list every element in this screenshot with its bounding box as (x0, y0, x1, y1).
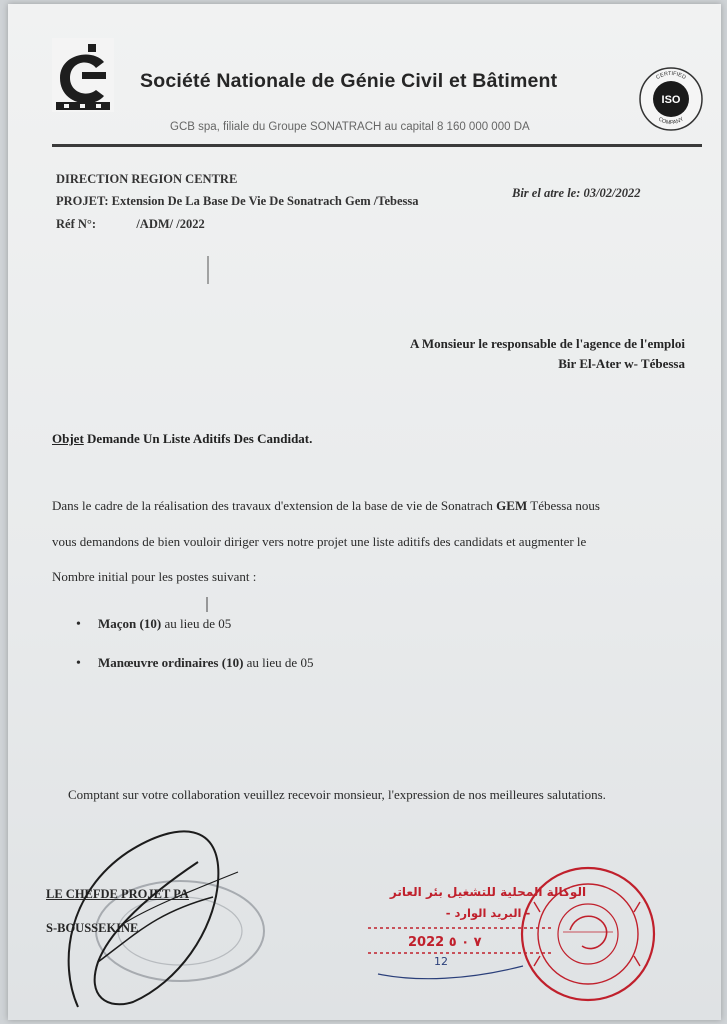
list-item-bold: Maçon (10) (98, 616, 162, 631)
signature-name: S-BOUSSEKINE (46, 921, 139, 935)
list-item (76, 616, 231, 633)
iso-ring-top: CERTIFIED (655, 70, 687, 81)
body-line-3: Nombre initial pour les postes suivant : (52, 569, 257, 584)
closing-paragraph: Comptant sur votre collaboration veuillez recevoir monsieur, l'expression de nos meilleures salutations. (68, 787, 606, 802)
iso-certified-seal-icon (638, 66, 704, 132)
projet-line: PROJET: Extension De La Base De Vie De Sonatrach Gem /Tebessa (56, 194, 419, 208)
body-line-1-start: Dans le cadre de la réalisation des travaux d'extension de la base de vie de Sonatrach (52, 498, 497, 513)
header-divider (52, 144, 702, 147)
iso-label: ISO (661, 94, 681, 106)
company-subtitle: GCB spa, filiale du Groupe SONATRACH au capital 8 160 000 000 DA (170, 121, 530, 133)
reference-value: /ADM/ /2022 (136, 217, 205, 231)
pen-mark-icon (205, 254, 211, 286)
letter-page (8, 4, 721, 1020)
handwritten-signature-icon (38, 812, 298, 1012)
body-line-1-end: Tébessa nous (527, 498, 600, 513)
stamp-number: 12 (434, 955, 448, 968)
company-name: Société Nationale de Génie Civil et Bâtiment (140, 70, 558, 92)
gcb-logo-icon (52, 38, 114, 112)
letter-date: Bir el atre le: 03/02/2022 (512, 186, 641, 200)
stamp-arabic-line-1: الوكالة المحلية للتشغيل بئر العاتر (389, 885, 587, 899)
bullet-icon: • (76, 617, 81, 632)
list-item-text: au lieu de 05 (161, 616, 232, 631)
list-item-text: au lieu de 05 (243, 655, 314, 670)
signature-title: LE CHEFDE PROJET PA (46, 887, 189, 901)
recipient-line-1: A Monsieur le responsable de l'agence de l'emploi (409, 336, 685, 351)
body-line-1-bold: GEM (496, 498, 528, 513)
direction-line: DIRECTION REGION CENTRE (56, 172, 238, 186)
stamp-arabic-line-2: - البريد الوارد - (445, 906, 531, 920)
list-item (76, 655, 313, 672)
pen-mark-icon (204, 596, 210, 614)
reference-label: Réf N°: (56, 217, 97, 231)
objet-label: Objet (52, 431, 84, 446)
bullet-icon: • (76, 656, 81, 671)
body-line-1 (52, 498, 600, 514)
objet-text: Demande Un Liste Aditifs Des Candidat. (87, 431, 313, 446)
body-line-2: vous demandons de bien vouloir diriger vers notre projet une liste aditifs des candidats et augmenter le (52, 534, 587, 549)
list-item-bold: Manœuvre ordinaires (10) (98, 655, 244, 670)
recipient-line-2: Bir El-Ater w- Tébessa (558, 356, 685, 371)
iso-ring-bottom: COMPANY (657, 116, 685, 127)
reception-stamp-icon (348, 862, 708, 1002)
reference-line (56, 217, 205, 232)
stamp-date: 2022 ٧ ٠ ٥ (408, 935, 482, 950)
objet-line (52, 431, 312, 447)
